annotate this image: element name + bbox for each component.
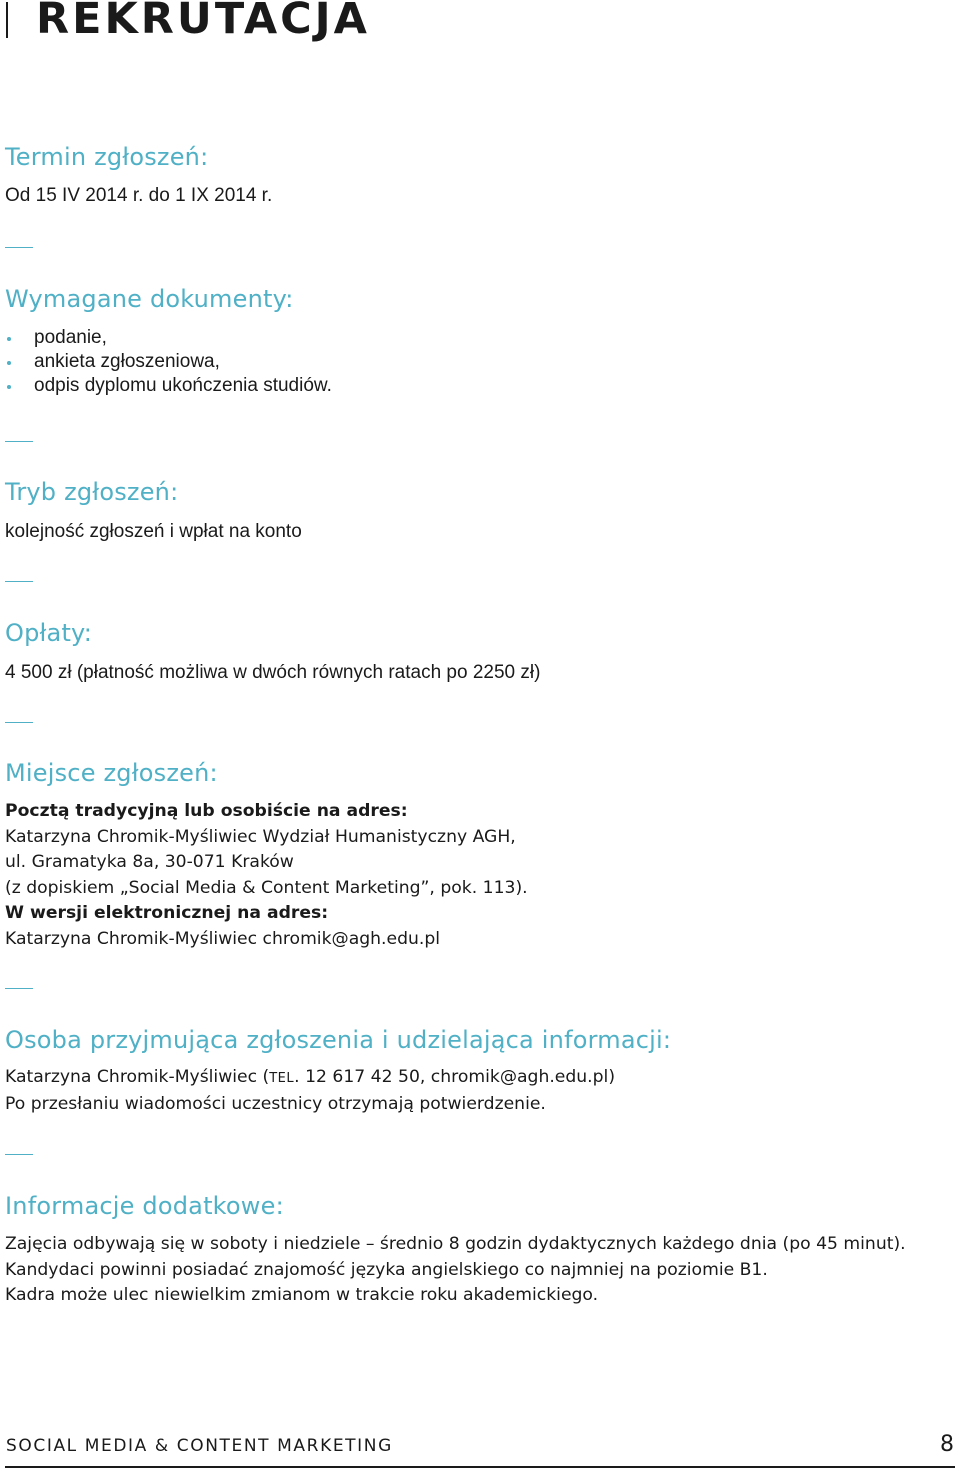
section-body <box>5 799 950 952</box>
email-intro: W wersji elektronicznej na adres: <box>5 903 329 923</box>
list-item: odpis dyplomu ukończenia studiów. <box>5 374 950 398</box>
bullet-icon <box>7 337 11 341</box>
contact-line: Katarzyna Chromik-Myśliwiec (TEL. 12 617 42 50, chromik@agh.edu.pl) <box>5 1067 616 1087</box>
section-heading: Opłaty: <box>5 619 93 647</box>
section-osoba <box>5 1025 950 1117</box>
tryb-text: kolejność zgłoszeń i wpłat na konto <box>5 521 302 542</box>
section-divider <box>5 247 33 248</box>
section-tryb <box>5 477 950 545</box>
documents-list <box>5 326 950 398</box>
section-body <box>5 183 950 209</box>
section-oplaty <box>5 618 950 686</box>
section-heading: Tryb zgłoszeń: <box>5 478 179 506</box>
section-heading: Osoba przyjmująca zgłoszenia i udzielająca informacji: <box>5 1026 672 1054</box>
address-intro: Pocztą tradycyjną lub osobiście na adres: <box>5 801 408 821</box>
section-body <box>5 660 950 686</box>
info-line: Zajęcia odbywają się w soboty i niedziele – średnio 8 godzin dydaktycznych każdego dnia (po 45 minut). <box>5 1234 906 1254</box>
section-heading: Informacje dodatkowe: <box>5 1192 284 1220</box>
confirmation-note: Po przesłaniu wiadomości uczestnicy otrzymają potwierdzenie. <box>5 1093 546 1114</box>
section-heading: Termin zgłoszeń: <box>5 143 209 171</box>
section-body <box>5 519 950 545</box>
section-body <box>5 1065 950 1117</box>
section-termin <box>5 142 950 209</box>
section-miejsce <box>5 758 950 952</box>
section-divider <box>5 722 33 723</box>
bullet-icon <box>7 385 11 389</box>
oplaty-text: 4 500 zł (płatność możliwa w dwóch równych ratach po 2250 zł) <box>5 662 541 683</box>
page-title: REKRUTACJA <box>36 0 370 44</box>
list-item: podanie, <box>5 326 950 350</box>
section-divider <box>5 1154 33 1155</box>
page-number: 8 <box>940 1432 954 1457</box>
address-line: ul. Gramatyka 8a, 30-071 Kraków <box>5 852 294 872</box>
address-note: (z dopiskiem „Social Media & Content Marketing”, pok. 113). <box>5 877 528 898</box>
section-divider <box>5 988 33 989</box>
list-item: ankieta zgłoszeniowa, <box>5 350 950 374</box>
section-divider <box>5 581 33 582</box>
section-heading: Wymagane dokumenty: <box>5 285 294 313</box>
address-line: Katarzyna Chromik-Myśliwiec Wydział Humanistyczny AGH, <box>5 826 516 847</box>
section-informacje <box>5 1191 950 1309</box>
footer-rule <box>5 1466 955 1468</box>
termin-text: Od 15 IV 2014 r. do 1 IX 2014 r. <box>5 185 273 206</box>
info-line: Kandydaci powinni posiadać znajomość języka angielskiego co najmniej na poziomie B1. <box>5 1259 768 1280</box>
email-contact: Katarzyna Chromik-Myśliwiec chromik@agh.edu.pl <box>5 928 441 949</box>
section-divider <box>5 441 33 442</box>
footer-title: SOCIAL MEDIA & CONTENT MARKETING <box>6 1436 393 1456</box>
section-dokumenty <box>5 284 950 398</box>
section-heading: Miejsce zgłoszeń: <box>5 759 218 787</box>
section-body <box>5 1232 950 1309</box>
bullet-icon <box>7 361 11 365</box>
header-bar <box>6 2 8 38</box>
info-line: Kadra może ulec niewielkim zmianom w trakcie roku akademickiego. <box>5 1285 599 1305</box>
